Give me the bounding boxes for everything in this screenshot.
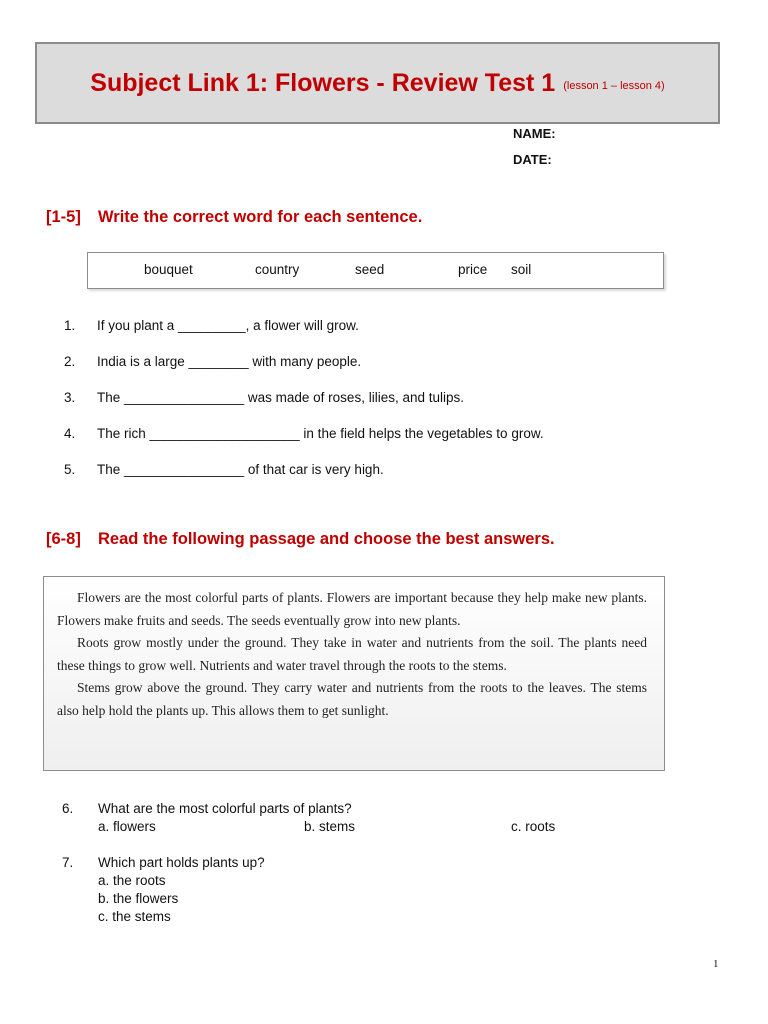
word-bank-item: seed bbox=[355, 262, 385, 277]
question-text: The ________________ of that car is very high. bbox=[97, 462, 384, 477]
section1-range: [1-5] bbox=[46, 208, 81, 226]
answer-option: b. the flowers bbox=[98, 891, 179, 906]
title-box bbox=[35, 42, 720, 124]
question-text: Which part holds plants up? bbox=[98, 855, 265, 870]
passage-paragraph: Flowers are the most colorful parts of plants. Flowers are important because they help make new plants. Flowers make fruits and seeds. The seeds eventually grow into new plants. bbox=[57, 590, 647, 628]
section2-range: [6-8] bbox=[46, 530, 81, 548]
word-bank-item: soil bbox=[511, 262, 532, 277]
section1-heading bbox=[46, 208, 422, 227]
name-label: NAME: bbox=[513, 126, 556, 141]
page-subtitle: (lesson 1 – lesson 4) bbox=[563, 80, 665, 92]
question-number: 1. bbox=[64, 318, 76, 333]
question-number: 4. bbox=[64, 426, 76, 441]
passage-paragraph: Roots grow mostly under the ground. They take in water and nutrients from the soil. The plants need these things to grow well. Nutrients and water travel through the roots to the stems. bbox=[57, 635, 647, 673]
word-bank-item: country bbox=[255, 262, 300, 277]
word-bank-item: price bbox=[458, 262, 488, 277]
question-text: India is a large ________ with many people. bbox=[97, 354, 362, 369]
answer-option: a. the roots bbox=[98, 873, 166, 888]
word-bank bbox=[87, 252, 664, 289]
page-title: Subject Link 1: Flowers - Review Test 1 bbox=[90, 68, 556, 97]
date-label: DATE: bbox=[513, 152, 552, 167]
reading-passage bbox=[43, 576, 665, 771]
answer-option: a. flowers bbox=[98, 819, 156, 834]
question-text: The rich ____________________ in the field helps the vegetables to grow. bbox=[97, 426, 544, 441]
question-text: The ________________ was made of roses, lilies, and tulips. bbox=[97, 390, 464, 405]
answer-option: c. roots bbox=[511, 819, 556, 834]
question-number: 5. bbox=[64, 462, 76, 477]
question-number: 2. bbox=[64, 354, 76, 369]
word-bank-item: bouquet bbox=[144, 262, 193, 277]
section2-heading bbox=[46, 530, 555, 549]
question-number: 7. bbox=[62, 855, 74, 870]
page-number: 1 bbox=[713, 958, 719, 970]
answer-option: c. the stems bbox=[98, 909, 171, 924]
question-number: 3. bbox=[64, 390, 76, 405]
question-text: If you plant a _________, a flower will grow. bbox=[97, 318, 359, 333]
section2-instruction: Read the following passage and choose the best answers. bbox=[98, 530, 555, 548]
passage-paragraph: Stems grow above the ground. They carry water and nutrients from the roots to the leaves. The stems also help hold the plants up. This allows them to get sunlight. bbox=[57, 680, 647, 718]
question-number: 6. bbox=[62, 801, 74, 816]
section1-instruction: Write the correct word for each sentence. bbox=[98, 208, 423, 226]
answer-option: b. stems bbox=[304, 819, 356, 834]
question-text: What are the most colorful parts of plants? bbox=[98, 801, 352, 816]
